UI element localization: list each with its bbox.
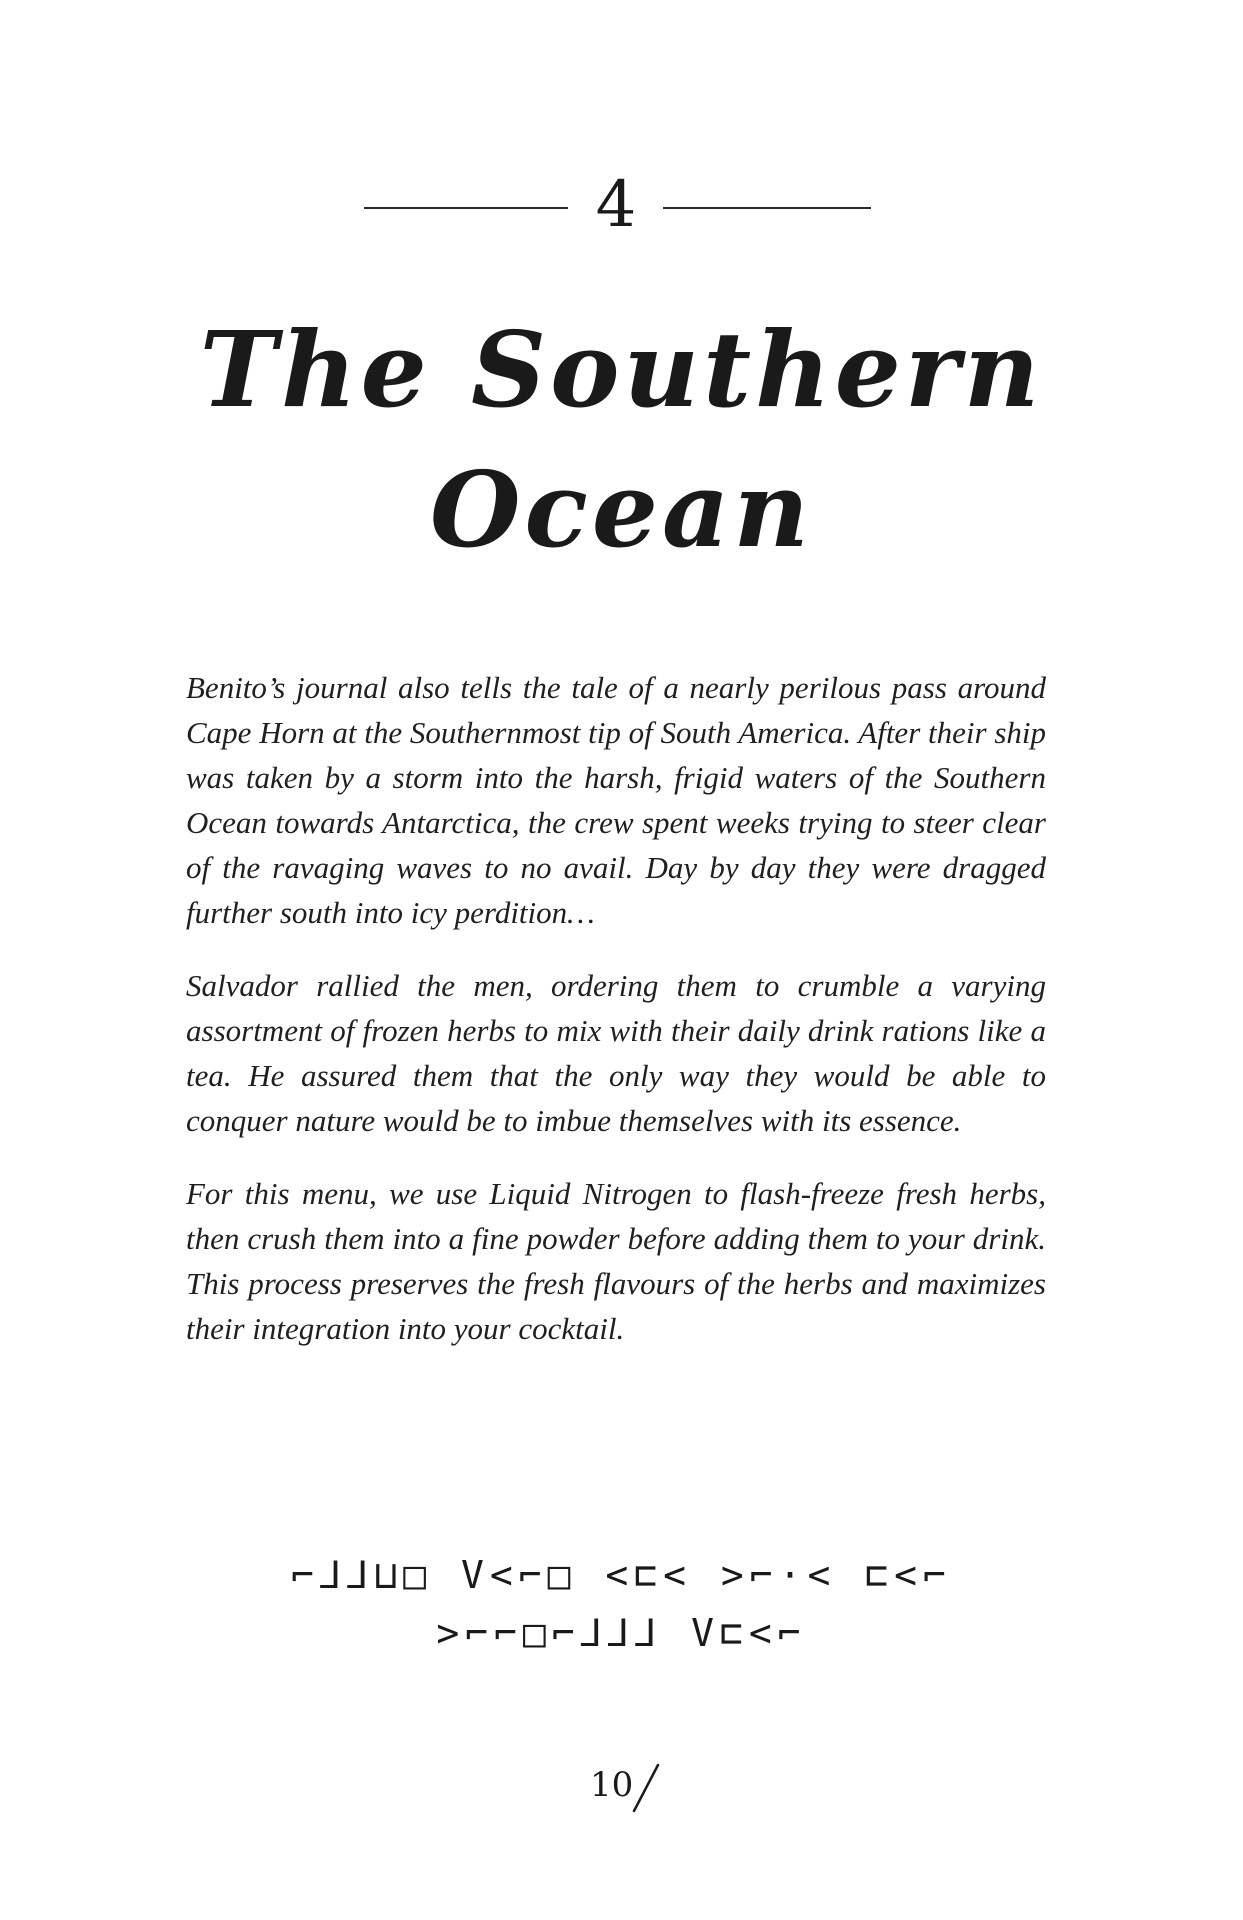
cipher-line-2: >⌐⌐□⌐⅃⅃⅃ V⊏<⌐ [436,1611,807,1655]
paragraph-salvador: Salvador rallied the men, ordering them to crumble a varying assortment of frozen herbs to mix with their daily drink rations like a tea. He assured them that the only way they would be able to conquer nature would be to imbue themselves with its essence. [186,968,1046,1138]
paragraph-journal: Benito’s journal also tells the tale of a nearly perilous pass around Cape Horn at the Southernmost tip of South America. After their ship was taken by a storm into the harsh, frigid waters of the Southern Ocean towards Antarctica, the crew spent weeks trying to steer clear of the ravaging waves to no avail. Day by day they were dragged further south into icy perdition… [186,670,1046,930]
page-number [590,1765,670,1825]
left-rule [364,207,568,209]
right-rule [663,207,871,209]
chapter-title [0,300,1243,580]
chapter-number: 4 [595,168,637,242]
page-number-value: 10 [590,1765,634,1805]
cipher-text [0,1546,1243,1662]
chapter-title-line-2: Ocean [429,448,814,571]
chapter-header [0,165,1243,255]
body-text [186,665,1046,1379]
paragraph-menu: For this menu, we use Liquid Nitrogen to flash-freeze fresh herbs, then crush them into a fine powder before adding them to your drink. This process preserves the fresh flavours of the herbs and maximizes their integration into your cocktail. [186,1176,1046,1346]
chapter-title-line-1: The Southern [199,308,1044,431]
cipher-line-1: ⌐⅃⅃⊔□ V<⌐□ <⊏< >⌐⋅< ⊏<⌐ [291,1553,952,1597]
page-slash-icon [628,1763,662,1813]
